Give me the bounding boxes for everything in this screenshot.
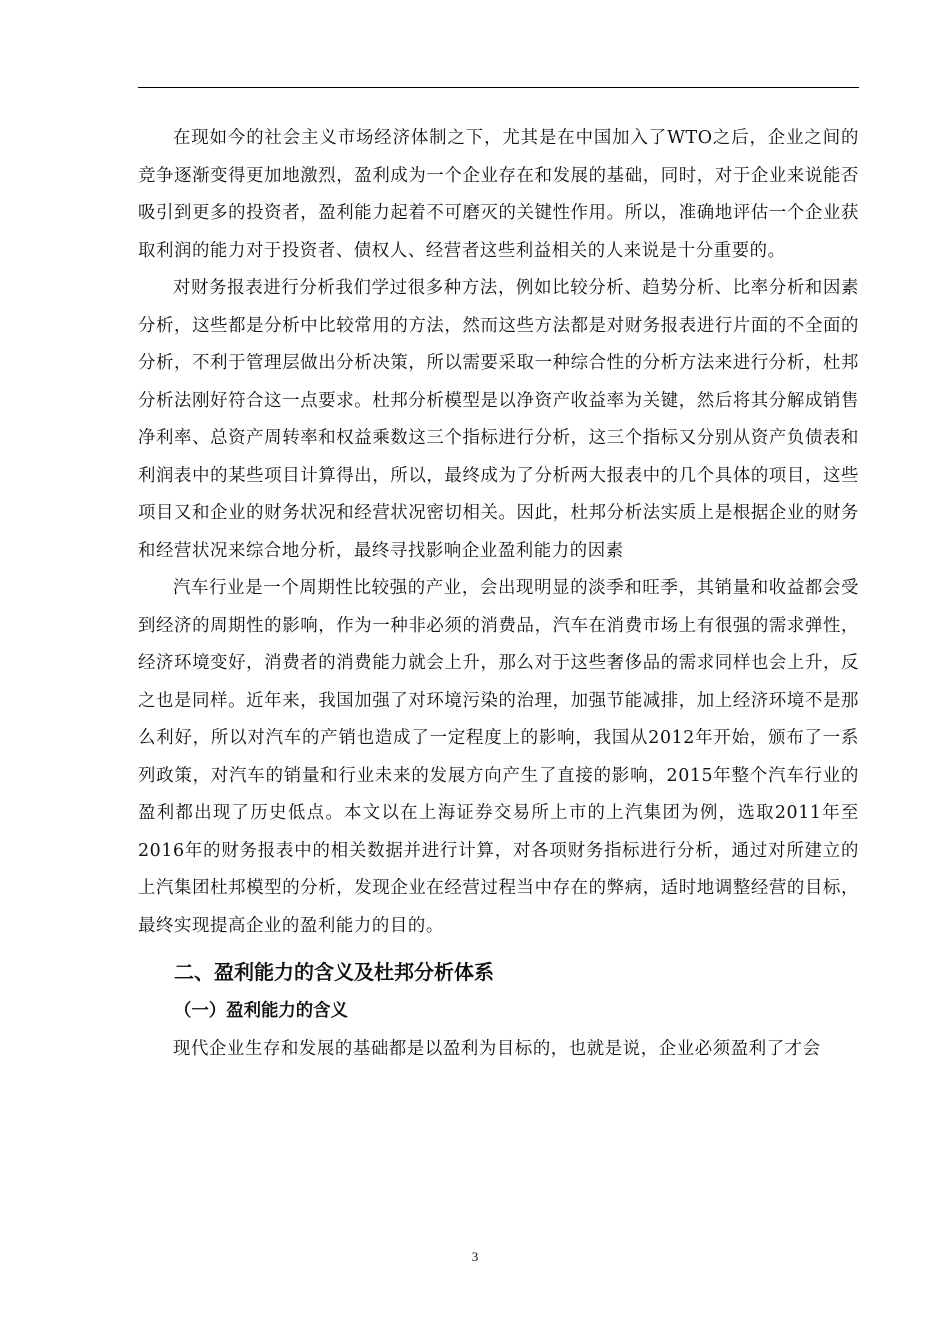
section-heading: 二、盈利能力的含义及杜邦分析体系 — [174, 960, 494, 984]
body-paragraph-2: 对财务报表进行分析我们学过很多种方法，例如比较分析、趋势分析、比率分析和因素分析，这些都是分析中比较常用的方法，然而这些方法都是对财务报表进行片面的不全面的分析，不利于管理层做出分析决策，所以需要采取一种综合性的分析方法来进行分析，杜邦分析法刚好符合这一点要求。杜邦分析模型是以净资产收益率为关键，然后将其分解成销售净利率、总资产周转率和权益乘数这三个指标进行分析，这三个指标又分别从资产负债表和利润表中的某些项目计算得出，所以，最终成为了分析两大报表中的几个具体的项目，这些项目又和企业的财务状况和经营状况密切相关。因此，杜邦分析法实质上是根据企业的财务和经营状况来综合地分析，最终寻找影响企业盈利能力的因素 — [138, 278, 859, 561]
header-rule — [138, 87, 859, 88]
body-paragraph-3: 汽车行业是一个周期性比较强的产业，会出现明显的淡季和旺季，其销量和收益都会受到经济的周期性的影响，作为一种非必须的消费品，汽车在消费市场上有很强的需求弹性，经济环境变好，消费者的消费能力就会上升，那么对于这些奢侈品的需求同样也会上升，反之也是同样。近年来，我国加强了对环境污染的治理，加强节能减排，加上经济环境不是那么利好，所以对汽车的产销也造成了一定程度上的影响，我国从2012年开始，颁布了一系列政策，对汽车的销量和行业未来的发展方向产生了直接的影响，2015年整个汽车行业的盈利都出现了历史低点。本文以在上海证券交易所上市的上汽集团为例，选取2011年至2016年的财务报表中的相关数据并进行计算，对各项财务指标进行分析，通过对所建立的上汽集团杜邦模型的分析，发现企业在经营过程当中存在的弊病，适时地调整经营的目标，最终实现提高企业的盈利能力的目的。 — [138, 578, 859, 936]
body-paragraph-4: 现代企业生存和发展的基础都是以盈利为目标的，也就是说，企业必须盈利了才会 — [173, 1039, 821, 1059]
body-paragraph-1: 在现如今的社会主义市场经济体制之下，尤其是在中国加入了WTO之后，企业之间的竞争逐渐变得更加地激烈，盈利成为一个企业存在和发展的基础，同时，对于企业来说能否吸引到更多的投资者，盈利能力起着不可磨灭的关键性作用。所以，准确地评估一个企业获取利润的能力对于投资者、债权人、经营者这些利益相关的人来说是十分重要的。 — [138, 128, 859, 261]
page-body — [138, 120, 859, 1069]
subsection-heading: （一）盈利能力的含义 — [174, 1001, 348, 1021]
page-number: 3 — [471, 1249, 479, 1264]
